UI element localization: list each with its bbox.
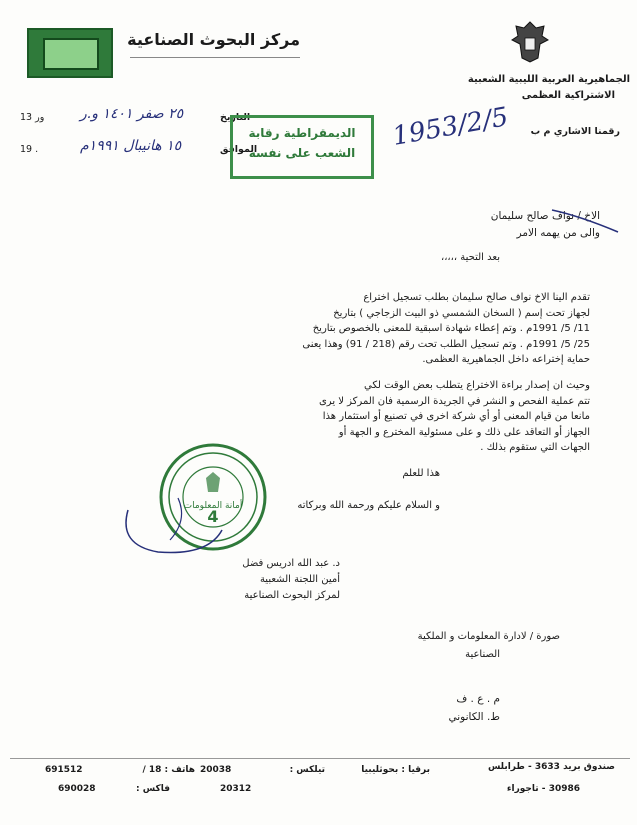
closing-line2: و السلام عليكم ورحمة الله وبركاته bbox=[297, 500, 440, 511]
pen-stroke-icon bbox=[550, 206, 620, 236]
p1-line: 25/ 5/ 1991م . وتم تسجيل الطلب تحت رقم (218 / 91) وهذا يعنى bbox=[302, 338, 590, 350]
reference-number-handwritten: 1953/2/5 bbox=[390, 102, 511, 152]
slogan-line2: الشعب على نفسه bbox=[248, 146, 356, 160]
greeting: بعد التحية ،،،،، bbox=[440, 252, 500, 263]
footer-divider bbox=[10, 758, 630, 759]
footer-pobox: صندوق بريد 3633 - طرابلس bbox=[487, 762, 615, 772]
recipient-line2: والى من يهمه الامر bbox=[516, 227, 600, 239]
p1-line: تقدم الينا الاخ نواف صالح سليمان بطلب تسجيل اختراع bbox=[363, 292, 590, 303]
footer-telex: 20038 bbox=[200, 765, 232, 775]
body-paragraph-1 bbox=[50, 290, 590, 368]
initials-line2: ط. الكانوني bbox=[448, 711, 500, 723]
p2-line: وحيث ان إصدار براءة الاختراع يتطلب بعض الوقت لكي bbox=[364, 380, 590, 391]
libya-eagle-emblem-icon bbox=[508, 18, 552, 66]
org-name-line2: الاشتراكية العظمى bbox=[521, 90, 615, 101]
header-divider bbox=[130, 57, 300, 58]
signer-block bbox=[120, 556, 340, 604]
recipient-line1: الاخ / نواف صالح سليمان bbox=[490, 210, 600, 222]
date-greg-label: الموافق bbox=[220, 144, 258, 155]
footer-telex2: 20312 bbox=[220, 784, 252, 794]
p2-line: مانعا من قيام المعنى أو أي شركة اخرى في تصنيع أو استثمار هذا bbox=[322, 411, 590, 422]
p2-line: تتم عملية الفحص و النشر في الجريدة الرسمية فان المركز لا يرى bbox=[318, 395, 590, 407]
slogan-line1: الديمقراطية رقابة bbox=[248, 126, 356, 140]
stamp-text: أمانة المعلومات bbox=[183, 501, 243, 511]
footer-fax: 690028 bbox=[58, 784, 96, 794]
democracy-slogan-stamp bbox=[230, 115, 374, 179]
copy-to-block bbox=[270, 628, 560, 664]
date-hijri-value: ٢٥ صفر ١٤٠١ و.ر bbox=[80, 106, 184, 122]
initials-line1: م . ع . ف bbox=[456, 693, 500, 705]
center-logo bbox=[27, 28, 113, 78]
p1-line: 11/ 5/ 1991م . وتم إعطاء شهادة اسبقية للمعنى بالخصوص بتاريخ bbox=[312, 323, 590, 334]
footer-fax-label: فاكس : bbox=[136, 784, 170, 794]
p1-line: لجهاز تحت إسم ( السخان الشمسي ذو البيت الزجاجي ) بتاريخ bbox=[333, 307, 590, 319]
p1-line: حماية إختراعه داخل الجماهيرية العظمى. bbox=[422, 354, 590, 365]
signer-org: لمركز البحوث الصناعية bbox=[244, 590, 340, 601]
signature-icon bbox=[118, 490, 228, 560]
date-greg-suffix: 19 . bbox=[20, 144, 39, 155]
signer-name: د. عبد الله ادريس فضل bbox=[242, 558, 340, 569]
date-greg-value: ١٥ هانيبال ١٩٩١م bbox=[80, 138, 182, 154]
p2-line: الجهاز أو التعاقد على ذلك و على مسئولية المخترع و الجهة أو bbox=[338, 426, 590, 438]
date-hijri-label: التاريخ bbox=[220, 112, 251, 123]
footer-phone: 691512 bbox=[45, 765, 83, 775]
stamp-number: 4 bbox=[207, 507, 219, 526]
reference-label: رقمنا الاشاري م ب bbox=[530, 126, 620, 137]
body-paragraph-2 bbox=[50, 378, 590, 456]
initials-block bbox=[400, 690, 500, 726]
footer-tajoura: 30986 - تاجوراء bbox=[506, 784, 580, 794]
copy-to-line1: صورة / لادارة المعلومات و الملكية bbox=[417, 631, 560, 642]
signer-title: أمين اللجنة الشعبية bbox=[259, 574, 340, 585]
org-name-line1: الجماهيرية العربية الليبية الشعبية bbox=[467, 74, 630, 85]
footer-phone-label: هاتف : 18 / bbox=[142, 765, 195, 775]
closing-line1: هذا للعلم bbox=[402, 468, 440, 479]
date-hijri-suffix: 13 ور bbox=[20, 112, 45, 123]
footer-cable: برقيا : بحوثليبيا bbox=[361, 765, 430, 775]
p2-line: الجهات التي ستقوم بذلك . bbox=[480, 442, 590, 453]
copy-to-line2: الصناعية bbox=[465, 649, 500, 660]
footer-telex-label: تيلكس : bbox=[289, 765, 325, 775]
center-name: مركز البحوث الصناعية bbox=[127, 30, 300, 49]
